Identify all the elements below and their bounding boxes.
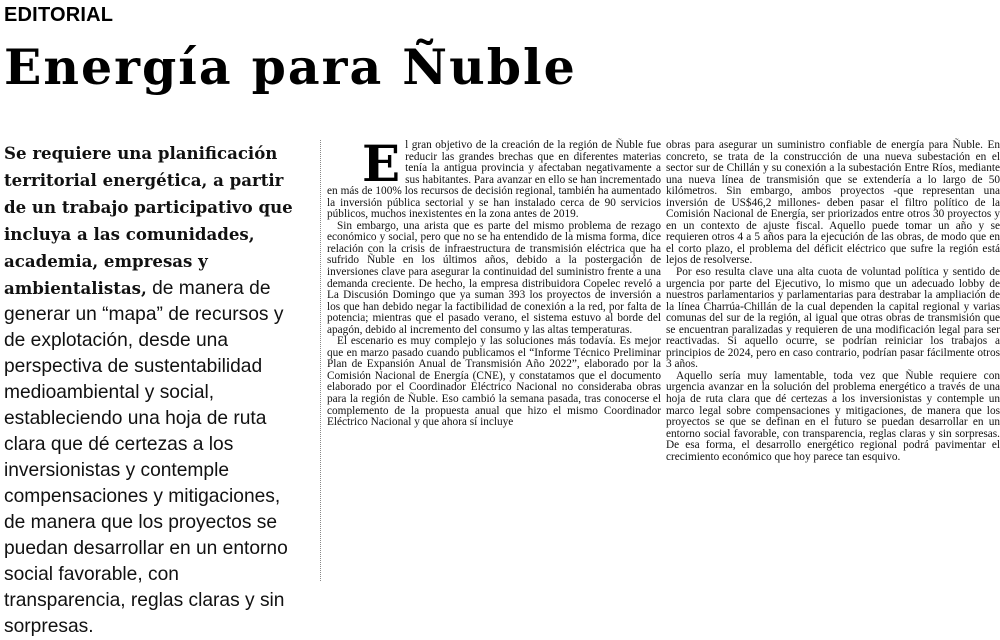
- body-paragraph: Por eso resulta clave una alta cuota de voluntad política y sentido de urgencia por parte del Ejecutivo, lo mismo que un adecuado lobby de nuestros parlamentarios y parlamentarias para destrabar la ampliación de la línea Charrúa-Chillán de la cual dependen la capital regional y varias comunas del sur de la región, al igual que otras obras de transmisión que se encuentran paralizadas y requieren de una modificación legal para ser reactivadas. Si aquello ocurre, se podrían reiniciar los trabajos a principios de 2024, pero en caso contrario, podrían pasar fácilmente otros 3 años.: [666, 266, 1000, 371]
- lead-paragraph: [4, 140, 294, 640]
- body-paragraph: obras para asegurar un suministro confiable de energía para Ñuble. En concreto, se trata de la construcción de una nueva subestación en el sector sur de Chillán y su conexión a la subestación Entre Ríos, mediante una nueva línea de transmisión que se extendería a lo largo de 50 kilómetros. Sin embargo, ambos proyectos -que representan una inversión de US$46,2 millones- deben pasar el filtro político de la Comisión Nacional de Energía, ser priorizados entre otros 30 proyectos y en un contexto de ajuste fiscal. Aquello puede tomar un año y se requieren otros 4 a 5 años para la ejecución de las obras, de modo que en el corto plazo, el problema del déficit eléctrico que sufre la región está lejos de resolverse.: [666, 139, 1000, 267]
- lead-bold-text: Se requiere una planificación territorial energética, a partir de un trabajo participativo que incluya a las comunidades, academia, empresas y ambientalistas,: [4, 143, 293, 298]
- body-paragraph: Sin embargo, una arista que es parte del mismo problema de rezago económico y social, pero que no se ha entendido de la misma forma, dice relación con la crisis de infraestructura de transmisión eléctrica que ha sufrido Ñuble en los últimos años, debido a la postergación de inversiones clave para asegurar la continuidad del suministro frente a una demanda creciente. De hecho, la empresa distribuidora Copelec reveló a La Discusión Domingo que ya suman 393 los proyectos de inversión a los que han debido negar la factibilidad de conexión a la red, por falta de potencia; mientras que el pasado verano, el sistema estuvo al borde del apagón, debido al incremento del consumo y las altas temperaturas.: [327, 219, 661, 336]
- headline: Energía para Ñuble: [4, 38, 577, 96]
- body-paragraph: Aquello sería muy lamentable, toda vez que Ñuble requiere con urgencia avanzar en la solución del problema energético a través de una hoja de ruta clara que dé certezas a los inversionistas y contemple un marco legal sobre compensaciones y mitigaciones, de manera que los proyectos se que se definan en el futuro se puedan desarrollar en un entorno social favorable, con transparencia, reglas claras y sin sorpresas. De esa forma, el desarrollo energético regional podrá pavimentar el crecimiento económico que hoy parece tan esquivo.: [666, 369, 1000, 463]
- body-column-1: [327, 134, 661, 429]
- column-divider: [320, 140, 322, 581]
- section-label: EDITORIAL: [4, 4, 114, 26]
- body-column-2: [666, 140, 1000, 463]
- lead-text: de manera de generar un “mapa” de recursos y de explotación, desde una perspectiva de sustentabilidad medioambiental y social, estableciendo una hoja de ruta clara que dé certezas a los inversionistas y contemple compensaciones y mitigaciones, de manera que los proyectos se puedan desarrollar en un entorno social favorable, con transparencia, reglas claras y sin sorpresas.: [4, 278, 288, 637]
- body-paragraph: El escenario es muy complejo y las soluciones más todavía. Es mejor que en marzo pasado cuando publicamos el “Informe Técnico Preliminar Plan de Expansión Anual de Transmisión Año 2022”, elaborado por la Comisión Nacional de Energía (CNE), y constatamos que el documento elaborado por el Coordinador Eléctrico Nacional no consideraba obras para la región de Ñuble. Eso cambió la semana pasada, tras conocerse el complemento de la propuesta anual que hizo el mismo Coordinador Eléctrico Nacional y que ahora sí incluye: [327, 335, 661, 429]
- body-paragraph: l gran objetivo de la creación de la región de Ñuble fue reducir las grandes brechas que en diferentes materias tenía la antigua provincia y afectaban negativamente a sus habitantes. Para avanzar en ello se han incrementado en más de 100% los recursos de decisión regional, también ha aumentado la inversión pública sectorial y se han instalado cerca de 90 servicios públicos, muchos inexistentes en la zona antes de 2019.: [327, 139, 661, 221]
- drop-cap: E: [362, 134, 401, 193]
